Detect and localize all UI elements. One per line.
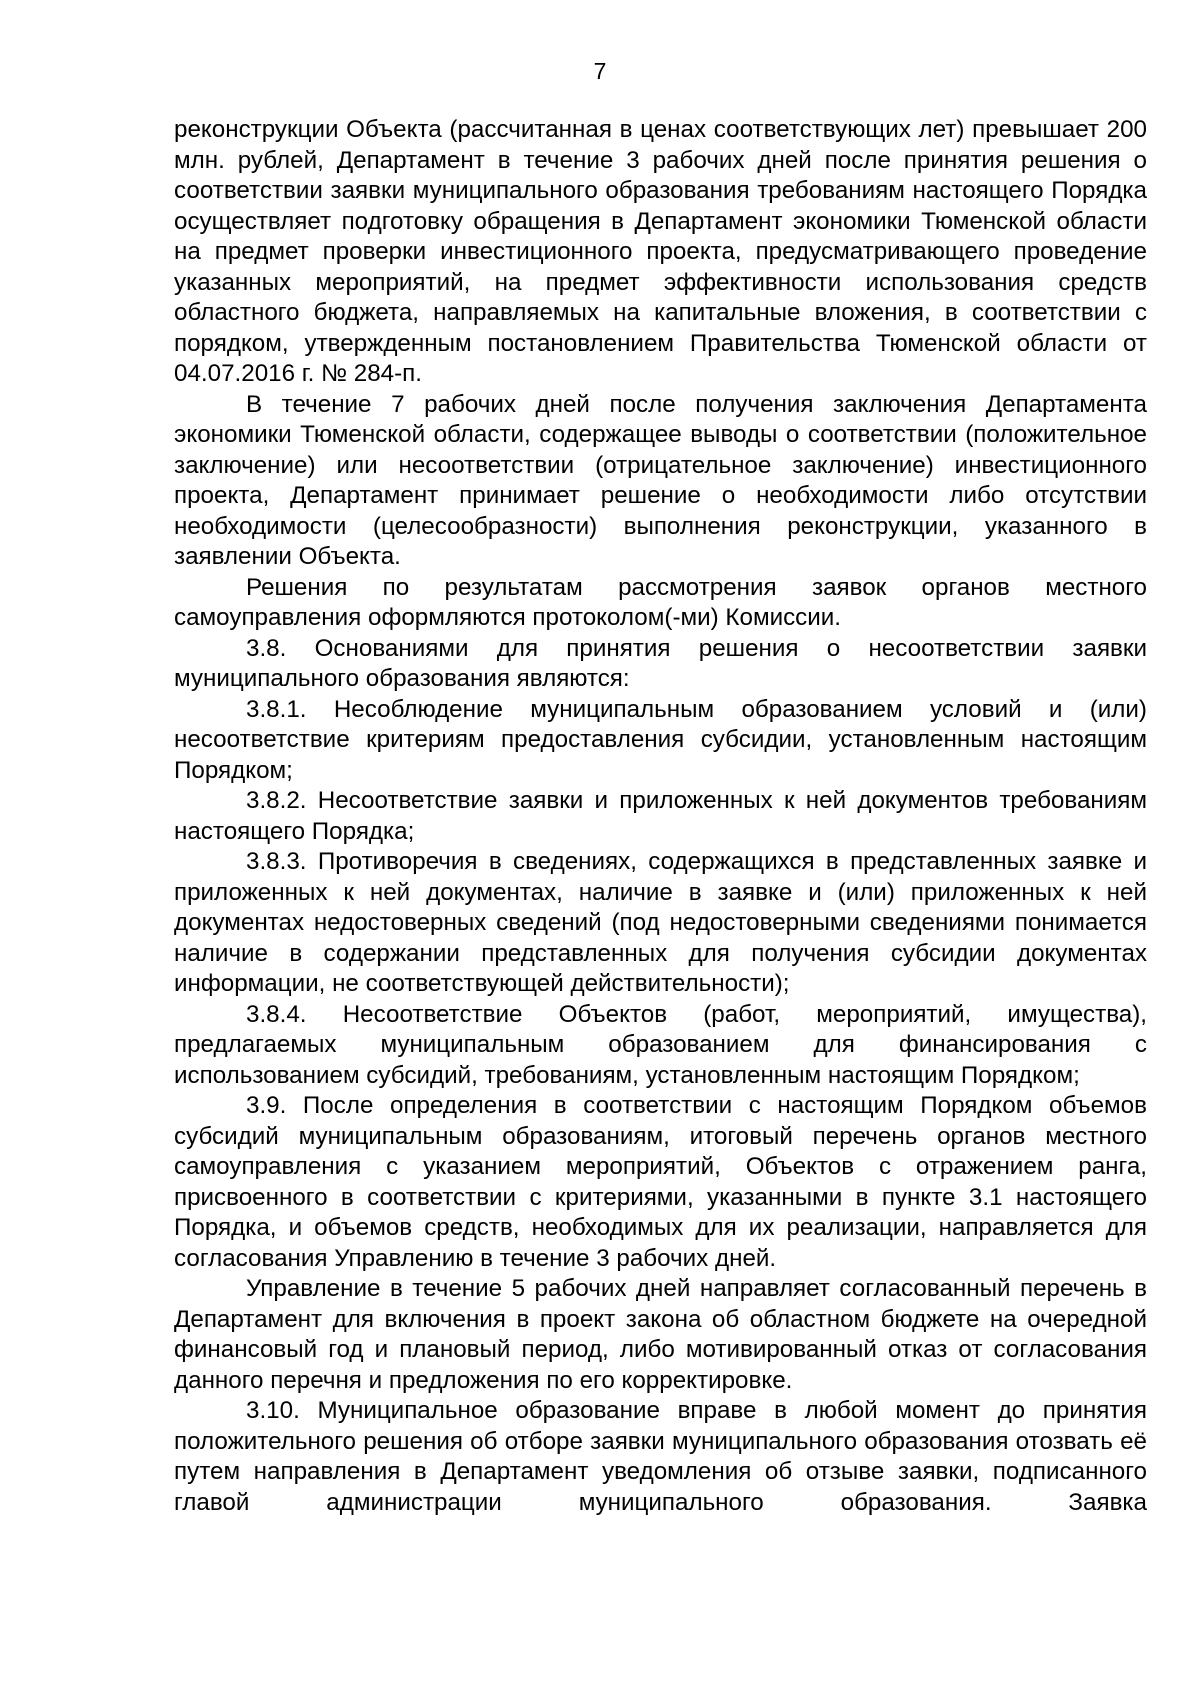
paragraph-3-8: 3.8. Основаниями для принятия решения о несоответствии заявки муниципального образования являются: bbox=[174, 634, 1147, 692]
paragraph-directorate-approval: Управление в течение 5 рабочих дней направляет согласованный перечень в Департамент для включения в проект закона об областном бюджете на очередной финансовый год и плановый период, либо мотивированный отказ от согласования данного перечня и предложения по его корректировке. bbox=[174, 1275, 1147, 1394]
paragraph-3-9: 3.9. После определения в соответствии с настоящим Порядком объемов субсидий муниципальным образованиям, итоговый перечень органов местного самоуправления с указанием мероприятий, Объектов с отражением ранга, присвоенного в соответствии с критериями, указанными в пункте 3.1 настоящего Порядка, и объемов средств, необходимых для их реализации, направляется для согласования Управлению в течение 3 рабочих дней. bbox=[174, 1092, 1147, 1272]
document-body bbox=[174, 115, 1147, 1518]
paragraph-3-8-2: 3.8.2. Несоответствие заявки и приложенных к ней документов требованиям настоящего Порядка; bbox=[174, 787, 1147, 845]
page-number: 7 bbox=[593, 58, 607, 84]
paragraph-3-10: 3.10. Муниципальное образование вправе в любой момент до принятия положительного решения об отборе заявки муниципального образования отозвать её путем направления в Департамент уведомления об отзыве заявки, подписанного главой администрации муниципального образования. Заявка bbox=[174, 1397, 1147, 1516]
paragraph-3-8-3: 3.8.3. Противоречия в сведениях, содержащихся в представленных заявке и приложенных к ней документах, наличие в заявке и (или) приложенных к ней документах недостоверных сведений (под недостоверными сведениями понимается наличие в содержании представленных для получения субсидии документах информации, не соответствующей действительности); bbox=[174, 848, 1147, 997]
paragraph-within-7-days: В течение 7 рабочих дней после получения заключения Департамента экономики Тюменской области, содержащее выводы о соответствии (положительное заключение) или несоответствии (отрицательное заключение) инвестиционного проекта, Департамент принимает решение о необходимости либо отсутствии необходимости (целесообразности) выполнения реконструкции, указанного в заявлении Объекта. bbox=[174, 390, 1147, 570]
paragraph-3-8-1: 3.8.1. Несоблюдение муниципальным образованием условий и (или) несоответствие критериям предоставления субсидии, установленным настоящим Порядком; bbox=[174, 695, 1147, 784]
paragraph-commission-protocol: Решения по результатам рассмотрения заявок органов местного самоуправления оформляются протоколом(-ми) Комиссии. bbox=[174, 573, 1147, 631]
paragraph-3-8-4: 3.8.4. Несоответствие Объектов (работ, мероприятий, имущества), предлагаемых муниципальным образованием для финансирования с использованием субсидий, требованиям, установленным настоящим Порядком; bbox=[174, 1000, 1147, 1089]
paragraph-continuation-reconstruction: реконструкции Объекта (рассчитанная в ценах соответствующих лет) превышает 200 млн. рублей, Департамент в течение 3 рабочих дней после принятия решения о соответствии заявки муниципального образования требованиям настоящего Порядка осуществляет подготовку обращения в Департамент экономики Тюменской области на предмет проверки инвестиционного проекта, предусматривающего проведение указанных мероприятий, на предмет эффективности использования средств областного бюджета, направляемых на капитальные вложения, в соответствии с порядком, утвержденным постановлением Правительства Тюменской области от 04.07.2016 г. № 284-п. bbox=[174, 116, 1147, 387]
